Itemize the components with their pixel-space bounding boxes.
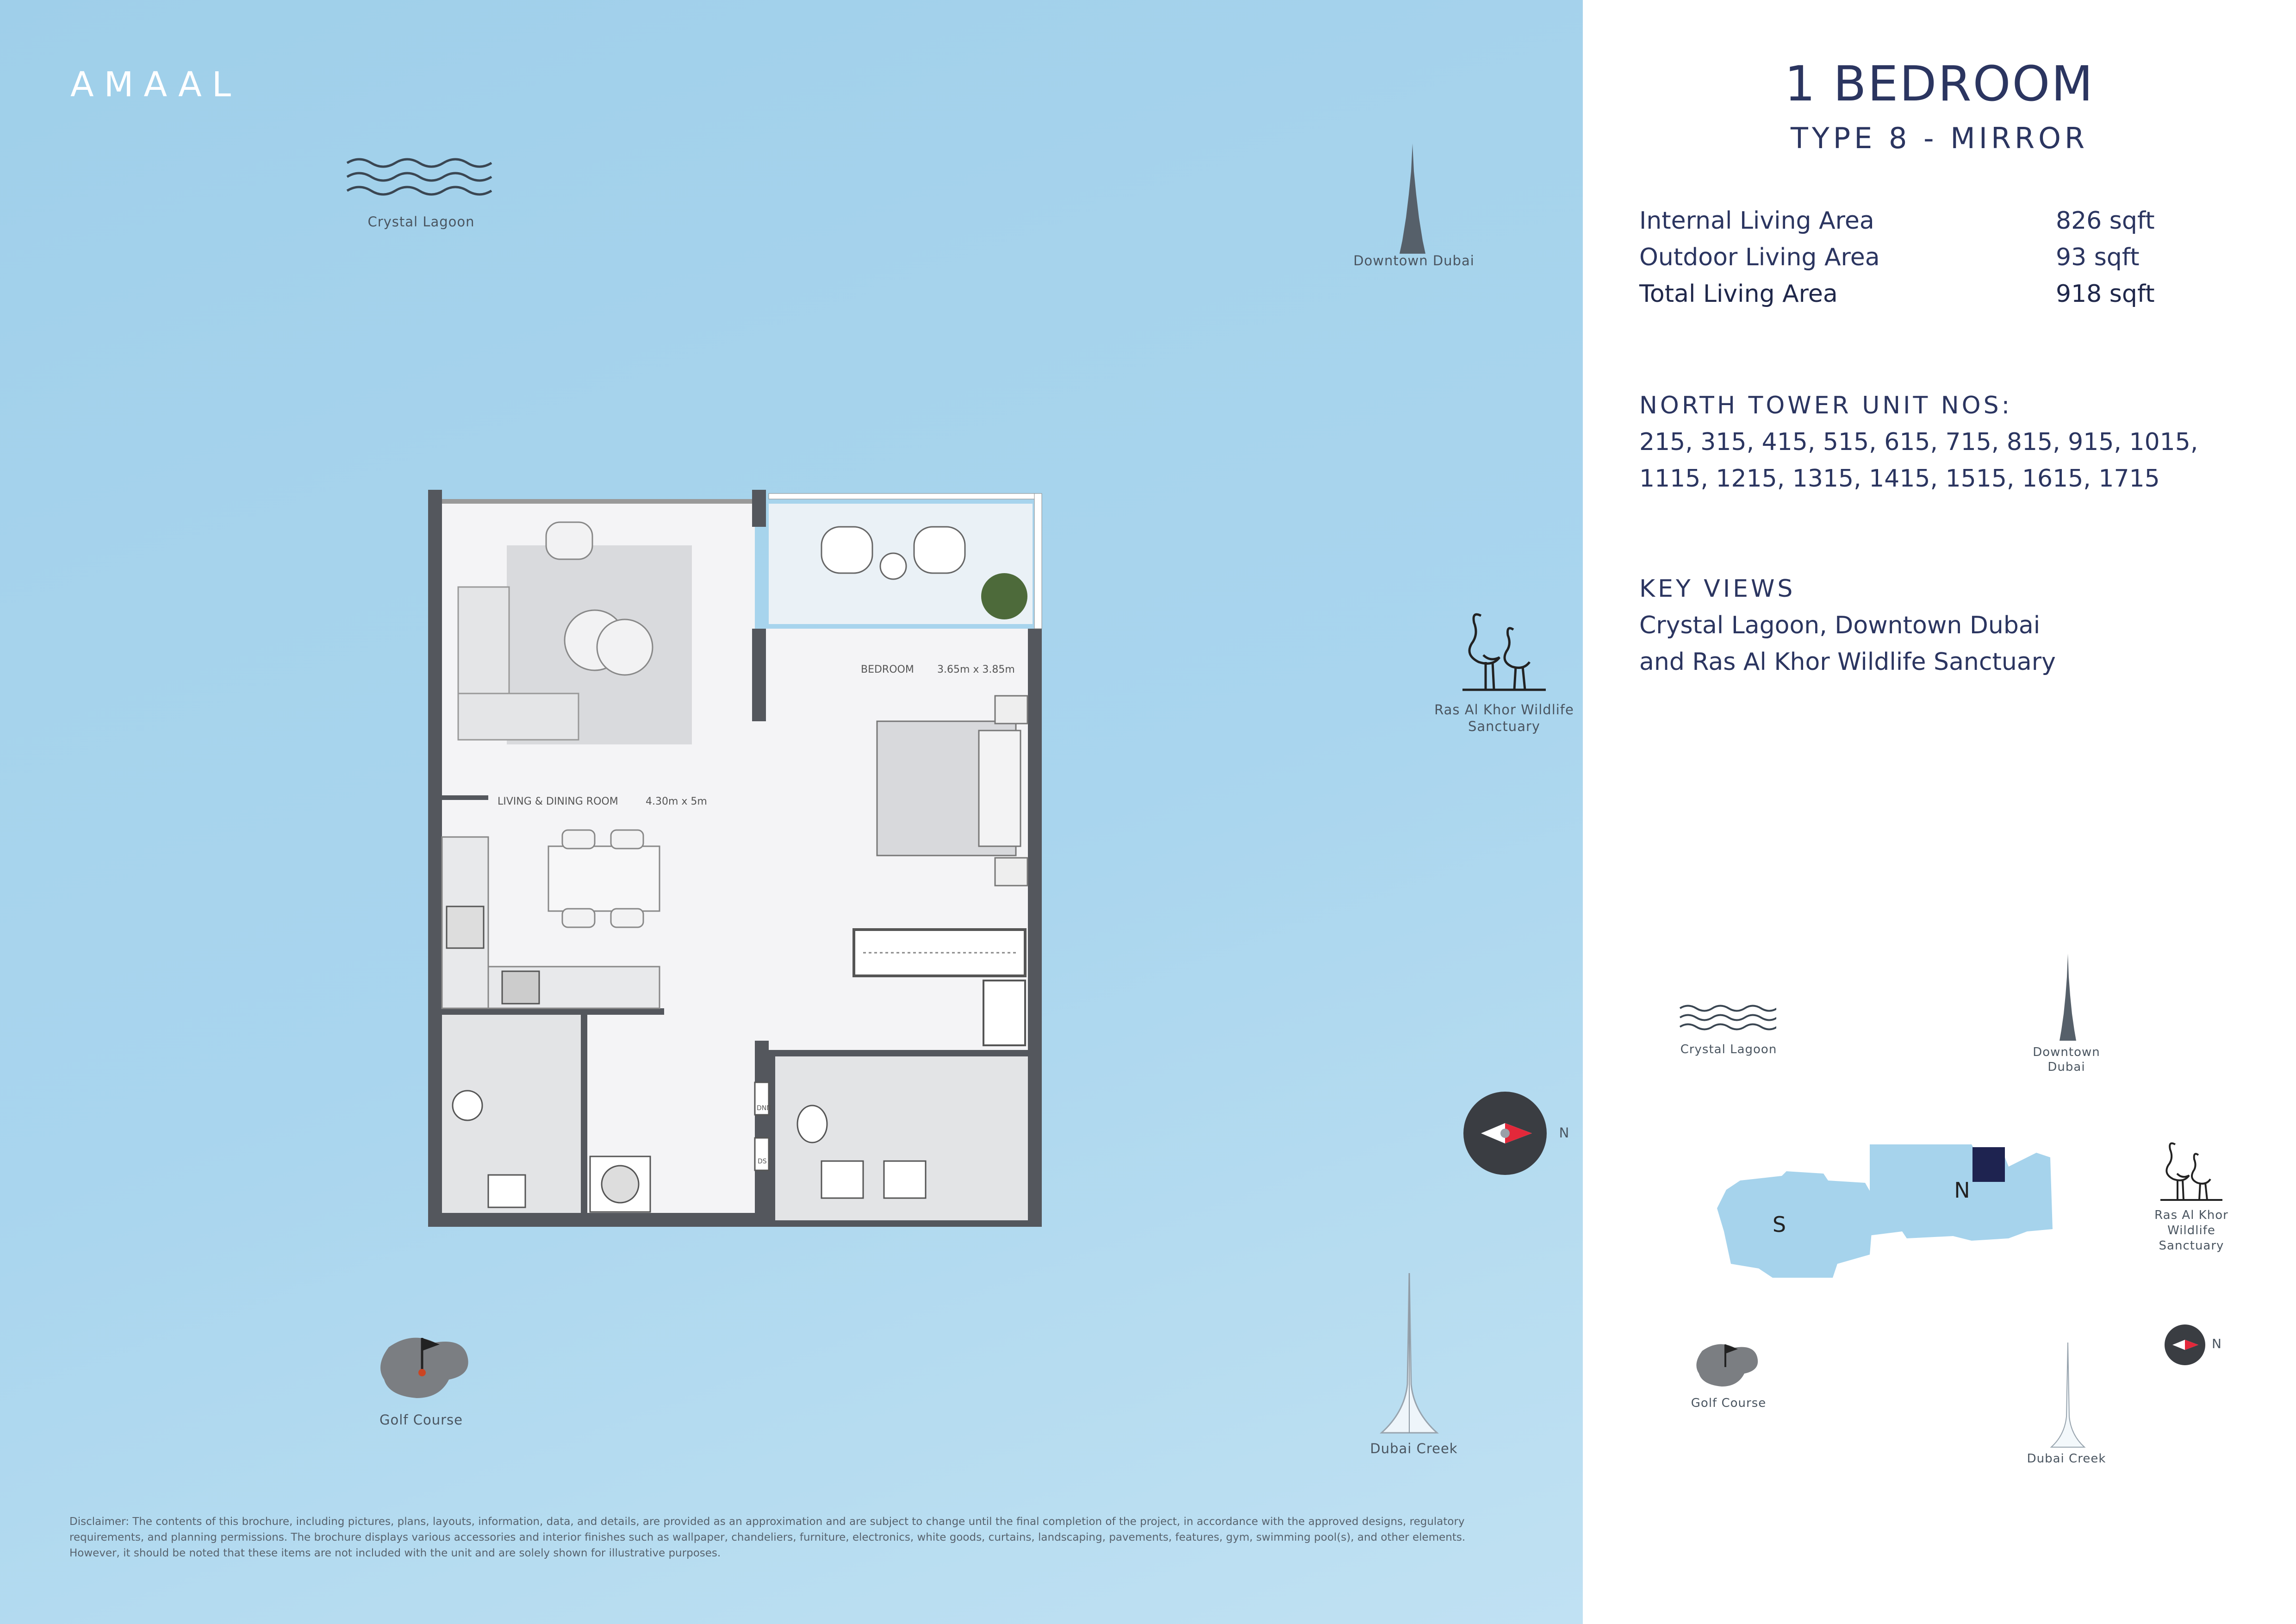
cupboard-label-2: DS: [758, 1158, 767, 1165]
area-value-internal: 826 sqft: [2056, 207, 2155, 235]
downtown-dubai-label: Downtown Dubai: [1353, 253, 1475, 269]
keyplan-golf-course: Golf Course: [1691, 1396, 1767, 1410]
keyplan-flamingo-icon: [2157, 1134, 2226, 1204]
dubai-creek-tower-icon: [1377, 1273, 1442, 1435]
keyplan-compass-icon: [2164, 1324, 2206, 1366]
room-size-bedroom: 3.65m x 3.85m: [937, 664, 1015, 675]
key-views-heading: KEY VIEWS: [1639, 575, 1796, 603]
keyplan-dubai-creek: Dubai Creek: [2027, 1452, 2106, 1466]
keyplan-downtown-2: Dubai: [2047, 1060, 2085, 1074]
area-label-outdoor: Outdoor Living Area: [1639, 244, 1880, 271]
compass-icon: [1462, 1091, 1548, 1176]
waves-icon: [346, 156, 494, 198]
area-label-total: Total Living Area: [1639, 280, 1838, 308]
area-value-total: 918 sqft: [2056, 280, 2155, 308]
keyplan-ras-1: Ras Al Khor: [2154, 1208, 2228, 1222]
golf-course-label: Golf Course: [380, 1412, 463, 1428]
keyplan-ras-3: Sanctuary: [2159, 1239, 2224, 1253]
brand-logo: AMAAL: [70, 65, 241, 105]
keyplan-ras-2: Wildlife: [2167, 1224, 2215, 1237]
ras-al-khor-label-2: Sanctuary: [1468, 718, 1541, 734]
disclaimer-line-2: requirements, and planning permissions. The brochure displays various accessories and interior finishes such as wallpaper, chandeliers, furniture, electronics, white goods, curtains, landscaping, pavements, features, gym, swimming pool(s), and other elements.: [69, 1531, 1466, 1543]
keyplan-towers: [1712, 1139, 2055, 1287]
key-plan-waves-icon: [1679, 1004, 1776, 1031]
burj-khalifa-icon: [1389, 144, 1436, 255]
keyplan-creek-icon: [2049, 1343, 2086, 1449]
disclaimer-line-3: However, it should be noted that these items are not included with the unit and are solely shown for illustrative purposes.: [69, 1547, 721, 1559]
floor-plan: [428, 490, 1046, 1227]
keyplan-north-tower: N: [1954, 1178, 1971, 1203]
keyplan-downtown-1: Downtown: [2033, 1045, 2100, 1059]
crystal-lagoon-label: Crystal Lagoon: [367, 214, 475, 230]
room-label-bedroom: BEDROOM: [861, 664, 914, 675]
cupboard-label-1: DNN: [757, 1105, 772, 1112]
flamingo-icon: [1458, 602, 1550, 694]
dubai-creek-label: Dubai Creek: [1370, 1441, 1458, 1456]
ras-al-khor-label-1: Ras Al Khor Wildlife: [1434, 702, 1574, 718]
unit-nos-line-1: 215, 315, 415, 515, 615, 715, 815, 915, 1015,: [1639, 428, 2198, 456]
area-label-internal: Internal Living Area: [1639, 207, 1874, 235]
unit-nos-line-2: 1115, 1215, 1315, 1415, 1515, 1615, 1715: [1639, 465, 2160, 493]
unit-nos-heading: NORTH TOWER UNIT NOS:: [1639, 392, 2013, 419]
keyplan-north: N: [2212, 1336, 2222, 1351]
keyplan-golf-icon: [1689, 1338, 1763, 1393]
room-size-living: 4.30m x 5m: [646, 796, 707, 807]
disclaimer: [69, 1514, 1550, 1561]
page-title: 1 BEDROOM: [1784, 56, 2095, 112]
keyplan-south-tower: S: [1772, 1212, 1787, 1237]
page-subtitle: TYPE 8 - MIRROR: [1790, 121, 2089, 155]
golf-course-icon: [370, 1329, 477, 1407]
key-views-line-1: Crystal Lagoon, Downtown Dubai: [1639, 612, 2041, 639]
area-value-outdoor: 93 sqft: [2056, 244, 2140, 271]
keyplan-crystal-lagoon: Crystal Lagoon: [1680, 1043, 1777, 1056]
room-label-living: LIVING & DINING ROOM: [498, 796, 618, 807]
disclaimer-line-1: Disclaimer: The contents of this brochure, including pictures, plans, layouts, information, data, and details, are provided as an approximation and are subject to change until the final completion of the project, in accordance with the approved designs, regulatory: [69, 1516, 1465, 1528]
key-views-line-2: and Ras Al Khor Wildlife Sanctuary: [1639, 648, 2056, 676]
keyplan-burj-icon: [2054, 954, 2082, 1042]
north-label: N: [1559, 1125, 1570, 1141]
